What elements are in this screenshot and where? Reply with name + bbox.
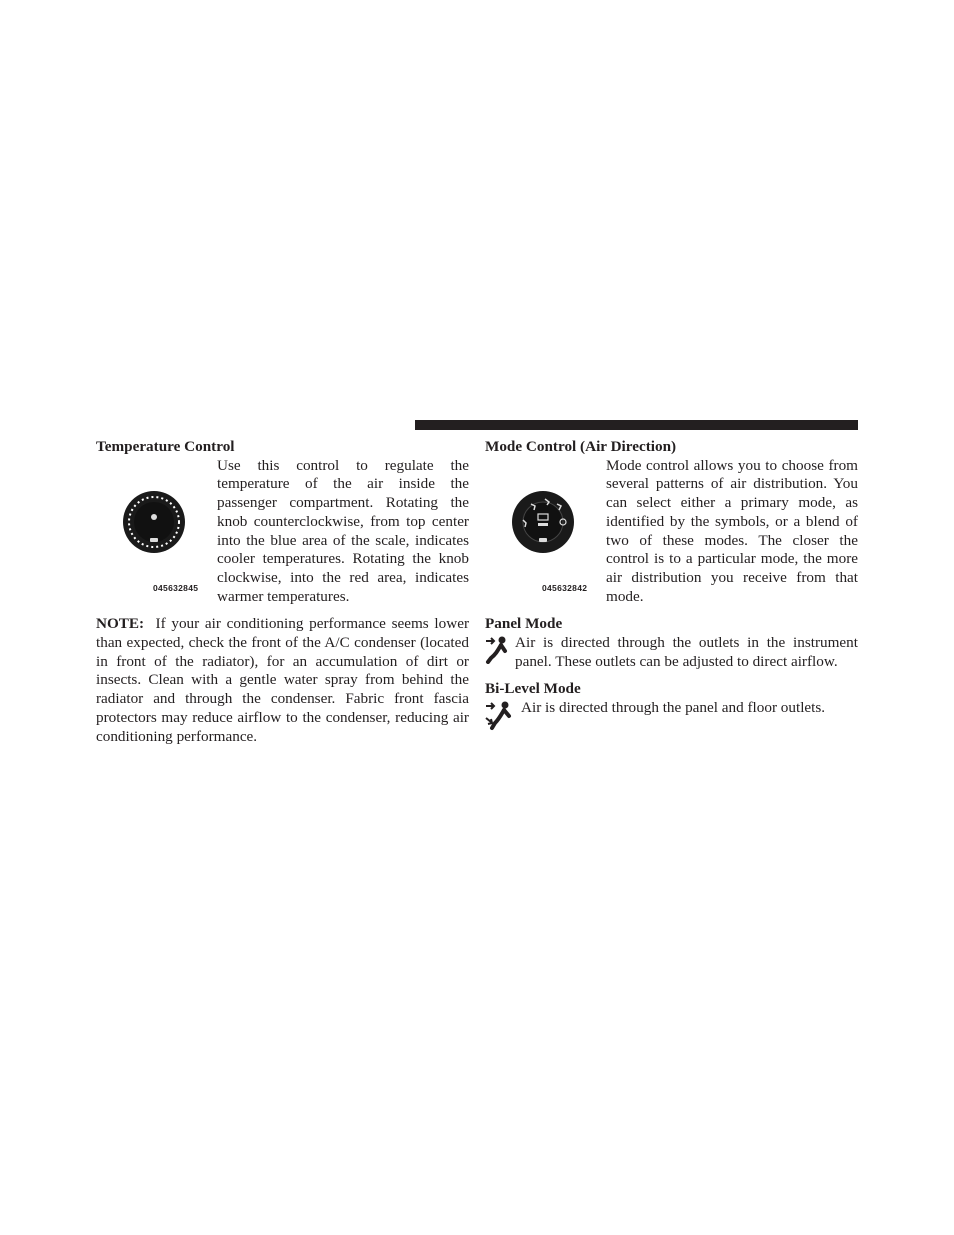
bilevel-mode-icon — [485, 701, 515, 731]
panel-mode-text: Air is directed through the outlets in the instrument panel. These outlets can be adjusted to direct airflow. — [515, 634, 858, 670]
mode-paragraph: Mode control allows you to choose from several patterns of air distribution. You can select either a primary mode, as identified by the symbols, or a blend of two of these modes. The closer the control is to a particular mode, the more air distribution you receive from that mode. — [606, 456, 858, 605]
temperature-knob-figure — [96, 460, 217, 595]
bilevel-mode-heading: Bi-Level Mode — [485, 680, 581, 698]
bilevel-mode-text: Air is directed through the panel and floor outlets. — [521, 699, 826, 717]
mode-control-heading: Mode Control (Air Direction) — [485, 438, 677, 455]
panel-mode-heading: Panel Mode — [485, 615, 563, 633]
note-text: If your air conditioning performance seems lower than expected, check the front of the A/C condenser (located in front of the radiator), for an accumulation of dirt or insects. Clean with a gentle water spray from behind the radiator and through the condenser. Fabric front fascia protectors may reduce airflow to the condenser, reducing air conditioning performance. — [96, 615, 469, 745]
temperature-paragraph: Use this control to regulate the temperature of the air inside the passenger compartment. Rotating the knob counterclockwise, from top center into the blue area of the scale, indicates cooler temperatures. Rotating the knob clockwise, into the red area, indicates warmer temperatures. — [217, 456, 469, 605]
panel-mode-row — [485, 634, 858, 671]
temperature-control-heading: Temperature Control — [96, 438, 235, 455]
note-label: NOTE: — [96, 615, 145, 633]
left-column — [96, 438, 469, 746]
temperature-knob-icon — [122, 490, 186, 554]
mode-knob-icon — [511, 490, 575, 554]
note-paragraph — [96, 615, 469, 746]
mode-figure-caption: 045632842 — [542, 582, 588, 593]
right-column — [485, 438, 858, 731]
bilevel-mode-row — [485, 699, 858, 731]
panel-mode-icon — [485, 636, 509, 664]
header-rule — [415, 420, 858, 430]
temperature-figure-caption: 045632845 — [153, 582, 199, 593]
mode-knob-figure — [485, 460, 606, 595]
